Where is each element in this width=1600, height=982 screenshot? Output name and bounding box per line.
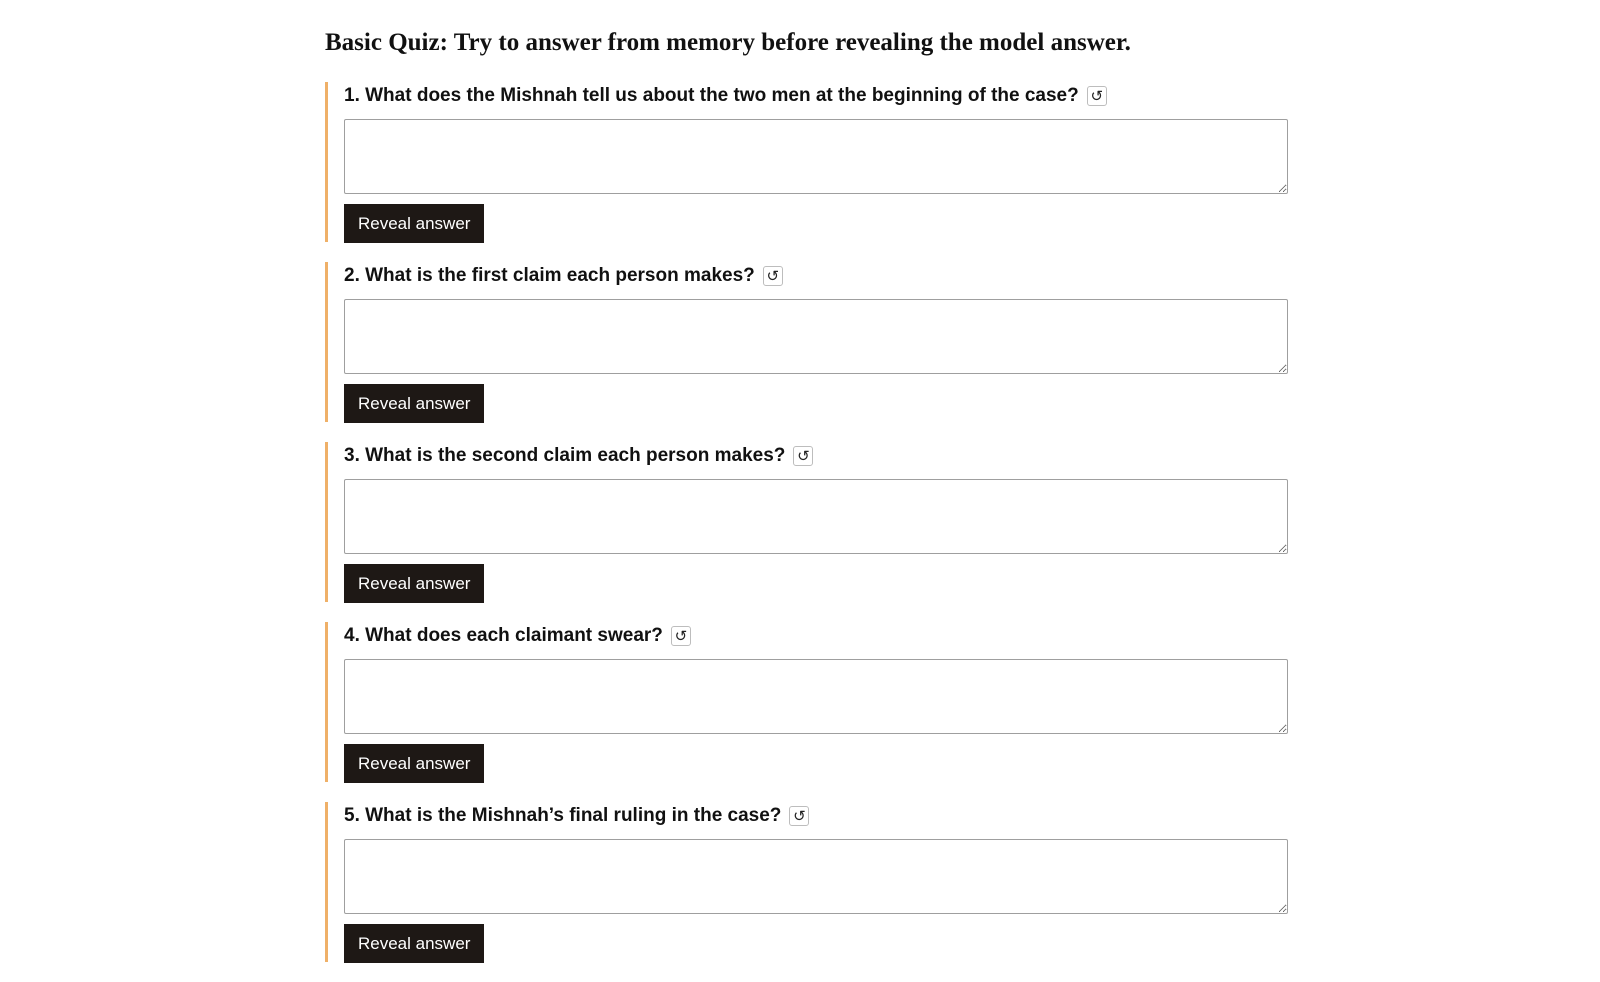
reset-arrow-icon: ↺ <box>766 266 780 285</box>
reset-button-4[interactable] <box>671 626 691 646</box>
quiz-heading-instructions: Try to answer from memory before revealing the model answer. <box>447 29 1131 56</box>
reset-button-2[interactable] <box>763 266 783 286</box>
reveal-answer-button-5[interactable]: Reveal answer <box>344 924 484 963</box>
answer-input-2[interactable] <box>344 299 1288 374</box>
question-item-4 <box>325 622 1295 782</box>
answer-input-5[interactable] <box>344 839 1288 914</box>
reset-arrow-icon: ↺ <box>1090 86 1104 105</box>
question-list <box>325 82 1295 962</box>
reveal-answer-button-1[interactable]: Reveal answer <box>344 204 484 243</box>
quiz-heading <box>325 26 1295 60</box>
reset-arrow-icon: ↺ <box>797 446 810 465</box>
question-item-1 <box>325 82 1295 242</box>
question-text-5: 5. What is the Mishnah’s final ruling in the case? <box>344 805 782 826</box>
reset-button-1[interactable] <box>1087 86 1107 106</box>
reset-button-3[interactable] <box>793 446 813 466</box>
question-label-4 <box>344 622 1295 650</box>
reveal-answer-button-3[interactable]: Reveal answer <box>344 564 484 603</box>
answer-input-3[interactable] <box>344 479 1288 554</box>
reveal-answer-button-4[interactable]: Reveal answer <box>344 744 484 783</box>
question-text-1: 1. What does the Mishnah tell us about the two men at the beginning of the case? <box>344 85 1079 106</box>
reveal-answer-button-2[interactable]: Reveal answer <box>344 384 484 423</box>
reset-arrow-icon: ↺ <box>793 806 806 825</box>
question-item-2 <box>325 262 1295 422</box>
question-label-3 <box>344 442 1295 470</box>
question-item-3 <box>325 442 1295 602</box>
question-text-4: 4. What does each claimant swear? <box>344 625 663 646</box>
reset-arrow-icon: ↺ <box>674 626 688 645</box>
answer-input-1[interactable] <box>344 119 1288 194</box>
question-label-1 <box>344 82 1295 110</box>
question-text-3: 3. What is the second claim each person makes? <box>344 445 786 466</box>
quiz-section <box>325 26 1295 982</box>
question-text-2: 2. What is the first claim each person makes? <box>344 265 755 286</box>
reset-button-5[interactable] <box>789 806 809 826</box>
question-label-5 <box>344 802 1295 830</box>
question-label-2 <box>344 262 1295 290</box>
quiz-heading-label: Basic Quiz: <box>325 29 448 56</box>
question-item-5 <box>325 802 1295 962</box>
answer-input-4[interactable] <box>344 659 1288 734</box>
